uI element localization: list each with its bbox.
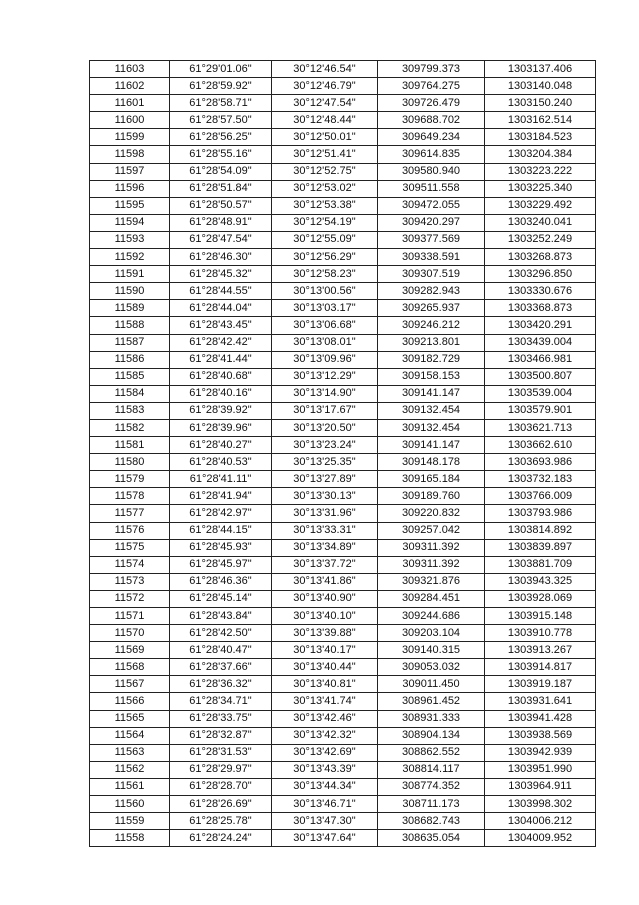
latitude-cell: 61°28'55.16" xyxy=(170,146,272,163)
point-number-cell: 11583 xyxy=(90,402,170,419)
y-coordinate-cell: 1303439.004 xyxy=(485,334,596,351)
point-number-cell: 11596 xyxy=(90,180,170,197)
y-coordinate-cell: 1303252.249 xyxy=(485,231,596,248)
latitude-cell: 61°28'24.24" xyxy=(170,830,272,847)
latitude-cell: 61°28'44.55" xyxy=(170,283,272,300)
y-coordinate-cell: 1303137.406 xyxy=(485,61,596,78)
latitude-cell: 61°28'33.75" xyxy=(170,710,272,727)
longitude-cell: 30°13'34.89" xyxy=(272,539,378,556)
table-row xyxy=(90,317,596,334)
latitude-cell: 61°28'51.84" xyxy=(170,180,272,197)
table-row xyxy=(90,368,596,385)
y-coordinate-cell: 1303881.709 xyxy=(485,556,596,573)
latitude-cell: 61°28'56.25" xyxy=(170,129,272,146)
table-row xyxy=(90,180,596,197)
x-coordinate-cell: 308931.333 xyxy=(378,710,485,727)
table-row xyxy=(90,539,596,556)
x-coordinate-cell: 309282.943 xyxy=(378,283,485,300)
latitude-cell: 61°28'42.50" xyxy=(170,625,272,642)
latitude-cell: 61°28'44.15" xyxy=(170,522,272,539)
y-coordinate-cell: 1303964.911 xyxy=(485,778,596,795)
latitude-cell: 61°28'46.30" xyxy=(170,249,272,266)
x-coordinate-cell: 309307.519 xyxy=(378,266,485,283)
y-coordinate-cell: 1303162.514 xyxy=(485,112,596,129)
point-number-cell: 11586 xyxy=(90,351,170,368)
y-coordinate-cell: 1303500.807 xyxy=(485,368,596,385)
y-coordinate-cell: 1303998.302 xyxy=(485,796,596,813)
longitude-cell: 30°12'51.41" xyxy=(272,146,378,163)
longitude-cell: 30°13'39.88" xyxy=(272,625,378,642)
y-coordinate-cell: 1303330.676 xyxy=(485,283,596,300)
table-row xyxy=(90,266,596,283)
latitude-cell: 61°28'47.54" xyxy=(170,231,272,248)
x-coordinate-cell: 309053.032 xyxy=(378,659,485,676)
point-number-cell: 11598 xyxy=(90,146,170,163)
x-coordinate-cell: 309148.178 xyxy=(378,454,485,471)
y-coordinate-cell: 1304009.952 xyxy=(485,830,596,847)
longitude-cell: 30°13'06.68" xyxy=(272,317,378,334)
latitude-cell: 61°28'28.70" xyxy=(170,778,272,795)
table-row xyxy=(90,471,596,488)
point-number-cell: 11567 xyxy=(90,676,170,693)
table-row xyxy=(90,419,596,436)
latitude-cell: 61°28'44.04" xyxy=(170,300,272,317)
y-coordinate-cell: 1303368.873 xyxy=(485,300,596,317)
latitude-cell: 61°28'41.44" xyxy=(170,351,272,368)
y-coordinate-cell: 1303942.939 xyxy=(485,744,596,761)
longitude-cell: 30°12'58.23" xyxy=(272,266,378,283)
y-coordinate-cell: 1303466.981 xyxy=(485,351,596,368)
table-row xyxy=(90,129,596,146)
latitude-cell: 61°28'41.94" xyxy=(170,488,272,505)
longitude-cell: 30°13'09.96" xyxy=(272,351,378,368)
table-row xyxy=(90,61,596,78)
latitude-cell: 61°28'45.97" xyxy=(170,556,272,573)
latitude-cell: 61°28'43.45" xyxy=(170,317,272,334)
latitude-cell: 61°28'31.53" xyxy=(170,744,272,761)
point-number-cell: 11599 xyxy=(90,129,170,146)
longitude-cell: 30°13'40.90" xyxy=(272,590,378,607)
table-row xyxy=(90,283,596,300)
y-coordinate-cell: 1303229.492 xyxy=(485,197,596,214)
x-coordinate-cell: 309511.558 xyxy=(378,180,485,197)
x-coordinate-cell: 309420.297 xyxy=(378,214,485,231)
point-number-cell: 11587 xyxy=(90,334,170,351)
longitude-cell: 30°13'42.32" xyxy=(272,727,378,744)
table-row xyxy=(90,197,596,214)
point-number-cell: 11563 xyxy=(90,744,170,761)
point-number-cell: 11569 xyxy=(90,642,170,659)
latitude-cell: 61°28'34.71" xyxy=(170,693,272,710)
x-coordinate-cell: 309726.479 xyxy=(378,95,485,112)
longitude-cell: 30°13'43.39" xyxy=(272,761,378,778)
longitude-cell: 30°13'37.72" xyxy=(272,556,378,573)
point-number-cell: 11600 xyxy=(90,112,170,129)
table-row xyxy=(90,710,596,727)
longitude-cell: 30°12'56.29" xyxy=(272,249,378,266)
point-number-cell: 11575 xyxy=(90,539,170,556)
longitude-cell: 30°13'30.13" xyxy=(272,488,378,505)
latitude-cell: 61°28'36.32" xyxy=(170,676,272,693)
longitude-cell: 30°12'55.09" xyxy=(272,231,378,248)
x-coordinate-cell: 309132.454 xyxy=(378,402,485,419)
latitude-cell: 61°28'42.42" xyxy=(170,334,272,351)
y-coordinate-cell: 1303938.569 xyxy=(485,727,596,744)
y-coordinate-cell: 1303420.291 xyxy=(485,317,596,334)
latitude-cell: 61°28'45.32" xyxy=(170,266,272,283)
longitude-cell: 30°13'40.17" xyxy=(272,642,378,659)
y-coordinate-cell: 1303204.384 xyxy=(485,146,596,163)
point-number-cell: 11592 xyxy=(90,249,170,266)
latitude-cell: 61°28'48.91" xyxy=(170,214,272,231)
y-coordinate-cell: 1304006.212 xyxy=(485,813,596,830)
x-coordinate-cell: 308862.552 xyxy=(378,744,485,761)
point-number-cell: 11580 xyxy=(90,454,170,471)
longitude-cell: 30°13'33.31" xyxy=(272,522,378,539)
table-row xyxy=(90,556,596,573)
table-row xyxy=(90,778,596,795)
longitude-cell: 30°13'42.46" xyxy=(272,710,378,727)
table-row xyxy=(90,796,596,813)
point-number-cell: 11595 xyxy=(90,197,170,214)
y-coordinate-cell: 1303225.340 xyxy=(485,180,596,197)
table-row xyxy=(90,813,596,830)
coordinates-table-body xyxy=(90,61,596,847)
y-coordinate-cell: 1303150.240 xyxy=(485,95,596,112)
y-coordinate-cell: 1303539.004 xyxy=(485,385,596,402)
longitude-cell: 30°12'46.79" xyxy=(272,78,378,95)
latitude-cell: 61°28'45.93" xyxy=(170,539,272,556)
latitude-cell: 61°29'01.06" xyxy=(170,61,272,78)
x-coordinate-cell: 309244.686 xyxy=(378,608,485,625)
point-number-cell: 11558 xyxy=(90,830,170,847)
point-number-cell: 11579 xyxy=(90,471,170,488)
x-coordinate-cell: 309246.212 xyxy=(378,317,485,334)
x-coordinate-cell: 308711.173 xyxy=(378,796,485,813)
x-coordinate-cell: 308774.352 xyxy=(378,778,485,795)
x-coordinate-cell: 309472.055 xyxy=(378,197,485,214)
y-coordinate-cell: 1303662.610 xyxy=(485,437,596,454)
latitude-cell: 61°28'40.16" xyxy=(170,385,272,402)
latitude-cell: 61°28'40.27" xyxy=(170,437,272,454)
point-number-cell: 11578 xyxy=(90,488,170,505)
point-number-cell: 11561 xyxy=(90,778,170,795)
y-coordinate-cell: 1303296.850 xyxy=(485,266,596,283)
table-row xyxy=(90,573,596,590)
latitude-cell: 61°28'40.68" xyxy=(170,368,272,385)
x-coordinate-cell: 309141.147 xyxy=(378,385,485,402)
x-coordinate-cell: 308814.117 xyxy=(378,761,485,778)
y-coordinate-cell: 1303931.641 xyxy=(485,693,596,710)
latitude-cell: 61°28'40.47" xyxy=(170,642,272,659)
longitude-cell: 30°12'50.01" xyxy=(272,129,378,146)
y-coordinate-cell: 1303766.009 xyxy=(485,488,596,505)
table-row xyxy=(90,334,596,351)
table-row xyxy=(90,351,596,368)
latitude-cell: 61°28'29.97" xyxy=(170,761,272,778)
point-number-cell: 11564 xyxy=(90,727,170,744)
point-number-cell: 11601 xyxy=(90,95,170,112)
x-coordinate-cell: 308904.134 xyxy=(378,727,485,744)
y-coordinate-cell: 1303240.041 xyxy=(485,214,596,231)
latitude-cell: 61°28'39.96" xyxy=(170,419,272,436)
x-coordinate-cell: 308682.743 xyxy=(378,813,485,830)
longitude-cell: 30°13'27.89" xyxy=(272,471,378,488)
y-coordinate-cell: 1303941.428 xyxy=(485,710,596,727)
point-number-cell: 11594 xyxy=(90,214,170,231)
point-number-cell: 11581 xyxy=(90,437,170,454)
longitude-cell: 30°12'52.75" xyxy=(272,163,378,180)
x-coordinate-cell: 308961.452 xyxy=(378,693,485,710)
table-row xyxy=(90,385,596,402)
latitude-cell: 61°28'57.50" xyxy=(170,112,272,129)
longitude-cell: 30°13'42.69" xyxy=(272,744,378,761)
latitude-cell: 61°28'39.92" xyxy=(170,402,272,419)
latitude-cell: 61°28'43.84" xyxy=(170,608,272,625)
latitude-cell: 61°28'26.69" xyxy=(170,796,272,813)
y-coordinate-cell: 1303919.187 xyxy=(485,676,596,693)
point-number-cell: 11577 xyxy=(90,505,170,522)
coordinates-table-container xyxy=(89,60,596,847)
table-row xyxy=(90,505,596,522)
x-coordinate-cell: 309614.835 xyxy=(378,146,485,163)
longitude-cell: 30°13'40.10" xyxy=(272,608,378,625)
table-row xyxy=(90,95,596,112)
y-coordinate-cell: 1303914.817 xyxy=(485,659,596,676)
longitude-cell: 30°13'23.24" xyxy=(272,437,378,454)
longitude-cell: 30°13'47.64" xyxy=(272,830,378,847)
y-coordinate-cell: 1303913.267 xyxy=(485,642,596,659)
table-row xyxy=(90,676,596,693)
table-row xyxy=(90,659,596,676)
longitude-cell: 30°13'14.90" xyxy=(272,385,378,402)
x-coordinate-cell: 309764.275 xyxy=(378,78,485,95)
table-row xyxy=(90,642,596,659)
longitude-cell: 30°13'08.01" xyxy=(272,334,378,351)
latitude-cell: 61°28'46.36" xyxy=(170,573,272,590)
point-number-cell: 11589 xyxy=(90,300,170,317)
table-row xyxy=(90,625,596,642)
x-coordinate-cell: 309284.451 xyxy=(378,590,485,607)
table-row xyxy=(90,112,596,129)
x-coordinate-cell: 309377.569 xyxy=(378,231,485,248)
x-coordinate-cell: 309011.450 xyxy=(378,676,485,693)
longitude-cell: 30°13'41.74" xyxy=(272,693,378,710)
latitude-cell: 61°28'25.78" xyxy=(170,813,272,830)
point-number-cell: 11573 xyxy=(90,573,170,590)
point-number-cell: 11570 xyxy=(90,625,170,642)
table-row xyxy=(90,163,596,180)
x-coordinate-cell: 309165.184 xyxy=(378,471,485,488)
longitude-cell: 30°13'41.86" xyxy=(272,573,378,590)
y-coordinate-cell: 1303928.069 xyxy=(485,590,596,607)
point-number-cell: 11584 xyxy=(90,385,170,402)
x-coordinate-cell: 309141.147 xyxy=(378,437,485,454)
y-coordinate-cell: 1303268.873 xyxy=(485,249,596,266)
x-coordinate-cell: 309338.591 xyxy=(378,249,485,266)
point-number-cell: 11572 xyxy=(90,590,170,607)
x-coordinate-cell: 309213.801 xyxy=(378,334,485,351)
x-coordinate-cell: 309220.832 xyxy=(378,505,485,522)
latitude-cell: 61°28'54.09" xyxy=(170,163,272,180)
table-row xyxy=(90,522,596,539)
latitude-cell: 61°28'40.53" xyxy=(170,454,272,471)
point-number-cell: 11565 xyxy=(90,710,170,727)
latitude-cell: 61°28'58.71" xyxy=(170,95,272,112)
longitude-cell: 30°13'46.71" xyxy=(272,796,378,813)
y-coordinate-cell: 1303839.897 xyxy=(485,539,596,556)
point-number-cell: 11576 xyxy=(90,522,170,539)
x-coordinate-cell: 309321.876 xyxy=(378,573,485,590)
x-coordinate-cell: 309132.454 xyxy=(378,419,485,436)
latitude-cell: 61°28'59.92" xyxy=(170,78,272,95)
y-coordinate-cell: 1303951.990 xyxy=(485,761,596,778)
y-coordinate-cell: 1303621.713 xyxy=(485,419,596,436)
x-coordinate-cell: 309140.315 xyxy=(378,642,485,659)
y-coordinate-cell: 1303579.901 xyxy=(485,402,596,419)
table-row xyxy=(90,608,596,625)
x-coordinate-cell: 308635.054 xyxy=(378,830,485,847)
longitude-cell: 30°13'44.34" xyxy=(272,778,378,795)
table-row xyxy=(90,454,596,471)
longitude-cell: 30°12'48.44" xyxy=(272,112,378,129)
coordinates-table xyxy=(89,60,596,847)
table-row xyxy=(90,693,596,710)
point-number-cell: 11597 xyxy=(90,163,170,180)
x-coordinate-cell: 309189.760 xyxy=(378,488,485,505)
point-number-cell: 11582 xyxy=(90,419,170,436)
latitude-cell: 61°28'32.87" xyxy=(170,727,272,744)
y-coordinate-cell: 1303223.222 xyxy=(485,163,596,180)
longitude-cell: 30°12'53.02" xyxy=(272,180,378,197)
x-coordinate-cell: 309203.104 xyxy=(378,625,485,642)
table-row xyxy=(90,727,596,744)
point-number-cell: 11566 xyxy=(90,693,170,710)
longitude-cell: 30°13'40.44" xyxy=(272,659,378,676)
point-number-cell: 11590 xyxy=(90,283,170,300)
x-coordinate-cell: 309311.392 xyxy=(378,556,485,573)
latitude-cell: 61°28'37.66" xyxy=(170,659,272,676)
point-number-cell: 11560 xyxy=(90,796,170,813)
longitude-cell: 30°13'20.50" xyxy=(272,419,378,436)
table-row xyxy=(90,249,596,266)
y-coordinate-cell: 1303184.523 xyxy=(485,129,596,146)
y-coordinate-cell: 1303915.148 xyxy=(485,608,596,625)
point-number-cell: 11562 xyxy=(90,761,170,778)
point-number-cell: 11593 xyxy=(90,231,170,248)
table-row xyxy=(90,761,596,778)
point-number-cell: 11559 xyxy=(90,813,170,830)
longitude-cell: 30°12'54.19" xyxy=(272,214,378,231)
x-coordinate-cell: 309649.234 xyxy=(378,129,485,146)
y-coordinate-cell: 1303943.325 xyxy=(485,573,596,590)
latitude-cell: 61°28'45.14" xyxy=(170,590,272,607)
y-coordinate-cell: 1303732.183 xyxy=(485,471,596,488)
table-row xyxy=(90,830,596,847)
x-coordinate-cell: 309799.373 xyxy=(378,61,485,78)
longitude-cell: 30°12'53.38" xyxy=(272,197,378,214)
point-number-cell: 11574 xyxy=(90,556,170,573)
table-row xyxy=(90,437,596,454)
latitude-cell: 61°28'41.11" xyxy=(170,471,272,488)
point-number-cell: 11603 xyxy=(90,61,170,78)
table-row xyxy=(90,78,596,95)
table-row xyxy=(90,146,596,163)
x-coordinate-cell: 309158.153 xyxy=(378,368,485,385)
x-coordinate-cell: 309257.042 xyxy=(378,522,485,539)
point-number-cell: 11602 xyxy=(90,78,170,95)
table-row xyxy=(90,590,596,607)
x-coordinate-cell: 309311.392 xyxy=(378,539,485,556)
longitude-cell: 30°13'12.29" xyxy=(272,368,378,385)
point-number-cell: 11568 xyxy=(90,659,170,676)
longitude-cell: 30°12'46.54" xyxy=(272,61,378,78)
x-coordinate-cell: 309688.702 xyxy=(378,112,485,129)
x-coordinate-cell: 309580.940 xyxy=(378,163,485,180)
table-row xyxy=(90,402,596,419)
longitude-cell: 30°13'47.30" xyxy=(272,813,378,830)
y-coordinate-cell: 1303814.892 xyxy=(485,522,596,539)
y-coordinate-cell: 1303140.048 xyxy=(485,78,596,95)
latitude-cell: 61°28'50.57" xyxy=(170,197,272,214)
longitude-cell: 30°13'40.81" xyxy=(272,676,378,693)
y-coordinate-cell: 1303693.986 xyxy=(485,454,596,471)
x-coordinate-cell: 309265.937 xyxy=(378,300,485,317)
longitude-cell: 30°13'00.56" xyxy=(272,283,378,300)
x-coordinate-cell: 309182.729 xyxy=(378,351,485,368)
point-number-cell: 11571 xyxy=(90,608,170,625)
latitude-cell: 61°28'42.97" xyxy=(170,505,272,522)
y-coordinate-cell: 1303910.778 xyxy=(485,625,596,642)
longitude-cell: 30°13'03.17" xyxy=(272,300,378,317)
longitude-cell: 30°13'25.35" xyxy=(272,454,378,471)
point-number-cell: 11588 xyxy=(90,317,170,334)
table-row xyxy=(90,744,596,761)
table-row xyxy=(90,300,596,317)
table-row xyxy=(90,488,596,505)
longitude-cell: 30°13'31.96" xyxy=(272,505,378,522)
table-row xyxy=(90,231,596,248)
longitude-cell: 30°13'17.67" xyxy=(272,402,378,419)
longitude-cell: 30°12'47.54" xyxy=(272,95,378,112)
table-row xyxy=(90,214,596,231)
y-coordinate-cell: 1303793.986 xyxy=(485,505,596,522)
point-number-cell: 11585 xyxy=(90,368,170,385)
point-number-cell: 11591 xyxy=(90,266,170,283)
